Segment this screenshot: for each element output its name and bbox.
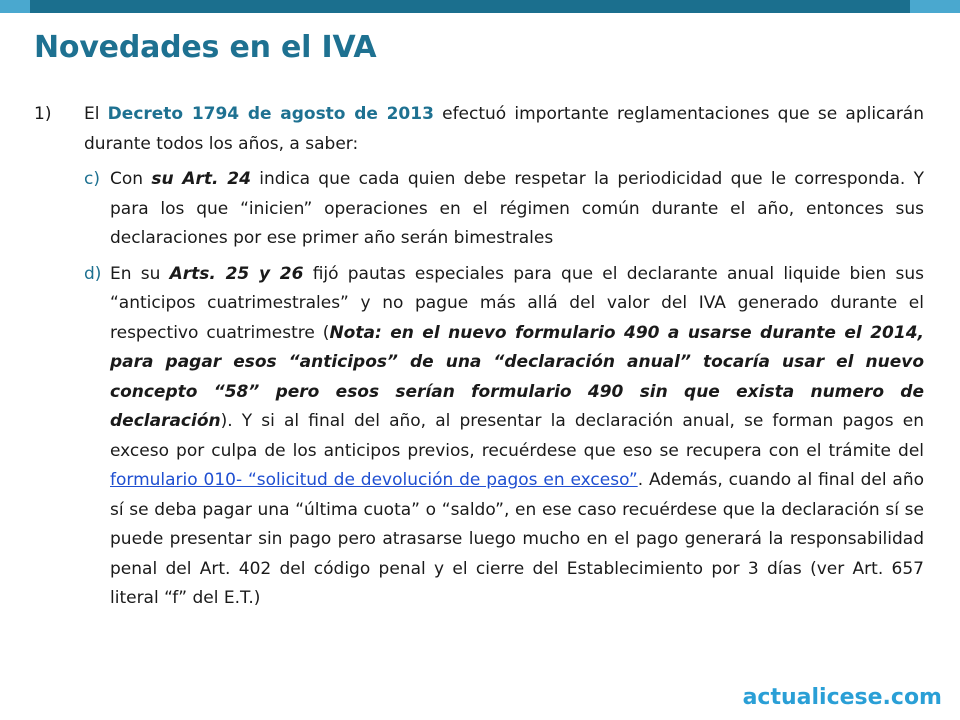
item1-text-b: efectuó importante reglamentaciones que se aplicarán durante todos los años, a saber:: [84, 104, 924, 154]
sub-d-text-2: fijó pautas especiales para que el declarante anual liquide bien sus “anticipos cuatrimestrales” y no pague más allá del valor del IVA generado durante el respectivo cuatrimestre (: [110, 263, 924, 343]
sub-c-text-1: Con: [110, 169, 152, 189]
sub-item-d: [84, 260, 924, 614]
item1-text-a: El: [84, 104, 108, 124]
sub-c-text-2: indica que cada quien debe respetar la periodicidad que le corresponda. Y para los que “inicien” operaciones en el régimen común durante el año, entonces sus declaraciones por ese primer año serán bimestrales: [110, 169, 924, 248]
list-item-1-number: 1): [34, 104, 52, 124]
sub-item-d-label: d): [84, 263, 102, 284]
footer-brand-logo: actualicese.com: [742, 685, 942, 710]
top-bar-light-segment-left: [0, 0, 30, 13]
sub-d-note: Nota: en el nuevo formulario 490 a usarse durante el 2014, para pagar esos “anticipos” de una “declaración anual” tocaría usar el nuevo concepto “58” pero esos serían formulario 490 sin que exista numero de declaración: [110, 322, 924, 431]
list-item-1-text: [84, 100, 924, 159]
sub-d-text-3: ). Y si al final del año, al presentar la declaración anual, se forman pagos en exceso por culpa de los anticipos previos, recuérdese que eso se recupera con el trámite del: [110, 411, 924, 461]
top-bar-light-segment-right: [910, 0, 960, 13]
sub-d-articles: Arts. 25 y 26: [169, 263, 304, 284]
sub-d-text-1: En su: [110, 263, 170, 284]
decreto-reference: Decreto 1794 de agosto de 2013: [107, 104, 434, 124]
top-accent-bar: [0, 0, 960, 13]
list-item-1: [34, 100, 924, 614]
sub-item-c: [84, 165, 924, 254]
sub-c-article: su Art. 24: [151, 169, 251, 189]
sub-d-text-4: . Además, cuando al final del año sí se deba pagar una “última cuota” o “saldo”, en ese caso recuérdese que la declaración sí se puede presentar sin pago pero atrasarse luego mucho en el pago generará la responsabilidad penal del Art. 402 del código penal y el cierre del Establecimiento por 3 días (ver Art. 657 literal “f” del E.T.): [110, 470, 925, 608]
top-bar-dark-segment: [0, 0, 910, 13]
slide-title: Novedades en el IVA: [34, 30, 377, 65]
slide-content: [34, 100, 924, 614]
formulario-010-link[interactable]: formulario 010- “solicitud de devolución de pagos en exceso”: [110, 470, 638, 490]
sub-item-c-label: c): [84, 169, 100, 189]
